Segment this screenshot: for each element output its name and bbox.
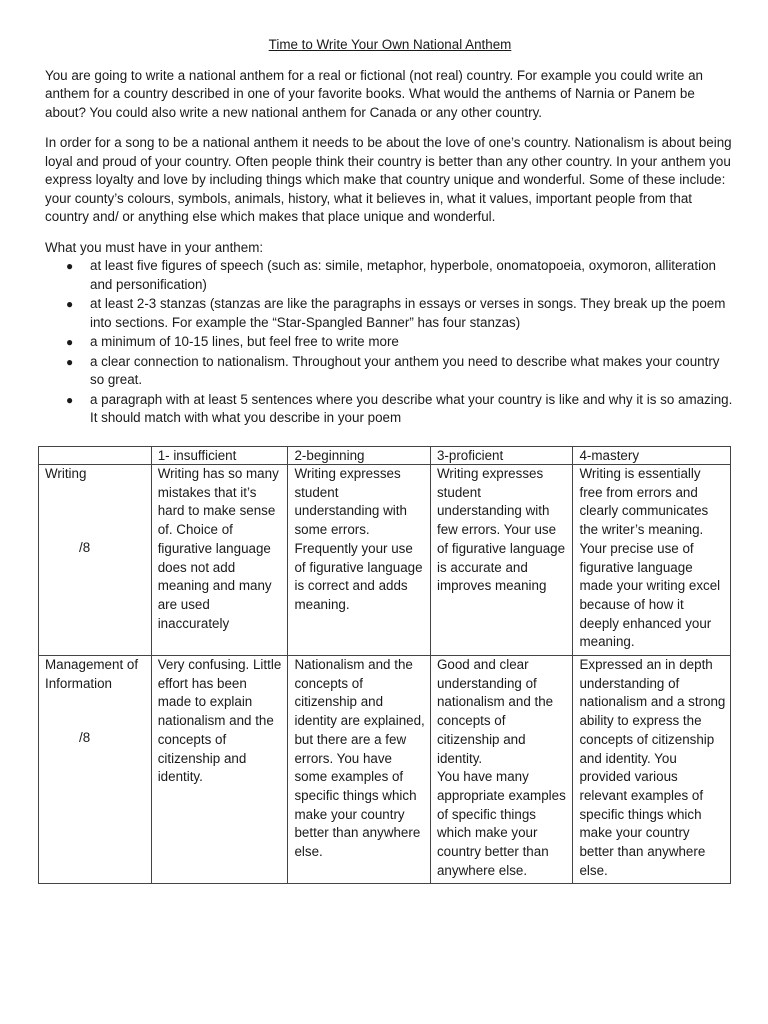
- requirements-list: [45, 257, 735, 428]
- bullet-icon: ●: [66, 259, 74, 273]
- rubric-table: [38, 446, 731, 884]
- document-page: [45, 36, 735, 433]
- rubric-cell: Writing expresses student understanding with few errors. Your use of figurative language is accurate and improves meaning: [430, 465, 573, 656]
- list-item: [66, 257, 735, 294]
- bullet-icon: ●: [66, 354, 74, 369]
- header-level-4: 4-mastery: [573, 447, 731, 465]
- requirement-text: a minimum of 10-15 lines, but feel free to write more: [90, 334, 399, 349]
- header-criterion: [39, 447, 152, 465]
- rubric-cell: Writing has so many mistakes that it’s hard to make sense of. Choice of figurative language does not add meaning and many are used inaccurately: [151, 465, 288, 656]
- nationalism-paragraph: In order for a song to be a national anthem it needs to be about the love of one’s country. Nationalism is about being loyal and proud of your country. Often people think their country is better than any other country. In your anthem you express loyalty and love by including things which make that country unique and wonderful. Some of these include: your county’s colours, symbols, animals, history, what it believes in, what it values, important people from that country and/ or anything else which makes that place unique and wonderful.: [45, 135, 732, 224]
- rubric-cell: Expressed an in depth understanding of nationalism and a strong ability to express the concepts of citizenship and identity. You provided various relevant examples of specific things which make your country better than anywhere else.: [573, 656, 731, 884]
- header-level-1: 1- insufficient: [151, 447, 288, 465]
- rubric-cell: Good and clear understanding of nationalism and the concepts of citizenship and identity. You have many appropriate examples of specific things which make your country better than anywhere else.: [430, 656, 573, 884]
- bullet-icon: ●: [66, 335, 74, 349]
- header-level-2: 2-beginning: [288, 447, 431, 465]
- rubric-cell: Nationalism and the concepts of citizenship and identity are explained, but there are a few errors. You have some examples of specific things which make your country better than anywhere else.: [288, 656, 431, 884]
- list-item: [66, 333, 735, 352]
- bullet-icon: ●: [66, 297, 74, 311]
- requirements-heading: What you must have in your anthem:: [45, 239, 264, 255]
- criterion-name: Writing: [45, 466, 87, 481]
- criterion-cell: [39, 465, 152, 656]
- criterion-score: /8: [79, 539, 91, 555]
- criterion-score: /8: [79, 730, 91, 746]
- intro-paragraph: You are going to write a national anthem for a real or fictional (not real) country. For example you could write an anthem for a country described in one of your favorite books. What would the anthems of Narnia or Panem be about? You could also write a new national anthem for Canada or any other country.: [45, 67, 703, 120]
- list-item: [66, 391, 735, 428]
- table-header-row: [39, 447, 731, 465]
- requirement-text: a paragraph with at least 5 sentences where you describe what your country is like and why it is so amazing. It should match with what you describe in your poem: [90, 391, 733, 425]
- header-level-3: 3-proficient: [430, 447, 573, 465]
- rubric-cell: Very confusing. Little effort has been made to explain nationalism and the concepts of citizenship and identity.: [151, 656, 288, 884]
- requirement-text: a clear connection to nationalism. Throughout your anthem you need to describe what makes your country so great.: [90, 353, 720, 387]
- table-row: [39, 465, 731, 656]
- table-row: [39, 656, 731, 884]
- rubric-cell: Writing is essentially free from errors and clearly communicates the writer’s meaning. Your precise use of figurative language made your writing excel because of how it deeply enhanced your meaning.: [573, 465, 731, 656]
- criterion-name: Management of Information: [45, 657, 139, 691]
- requirement-text: at least 2-3 stanzas (stanzas are like the paragraphs in essays or verses in songs. They break up the poem into sections. For example the “Star-Spangled Banner” has four stanzas): [90, 296, 726, 330]
- bullet-icon: ●: [66, 392, 74, 407]
- requirement-text: at least five figures of speech (such as: simile, metaphor, hyperbole, onomatopoeia, oxymoron, alliteration and personification): [90, 258, 716, 292]
- criterion-cell: [39, 656, 152, 884]
- rubric-cell: Writing expresses student understanding with some errors. Frequently your use of figurative language is correct and adds meaning.: [288, 465, 431, 656]
- document-title: Time to Write Your Own National Anthem: [268, 37, 512, 52]
- list-item: [66, 295, 735, 332]
- list-item: [66, 353, 735, 390]
